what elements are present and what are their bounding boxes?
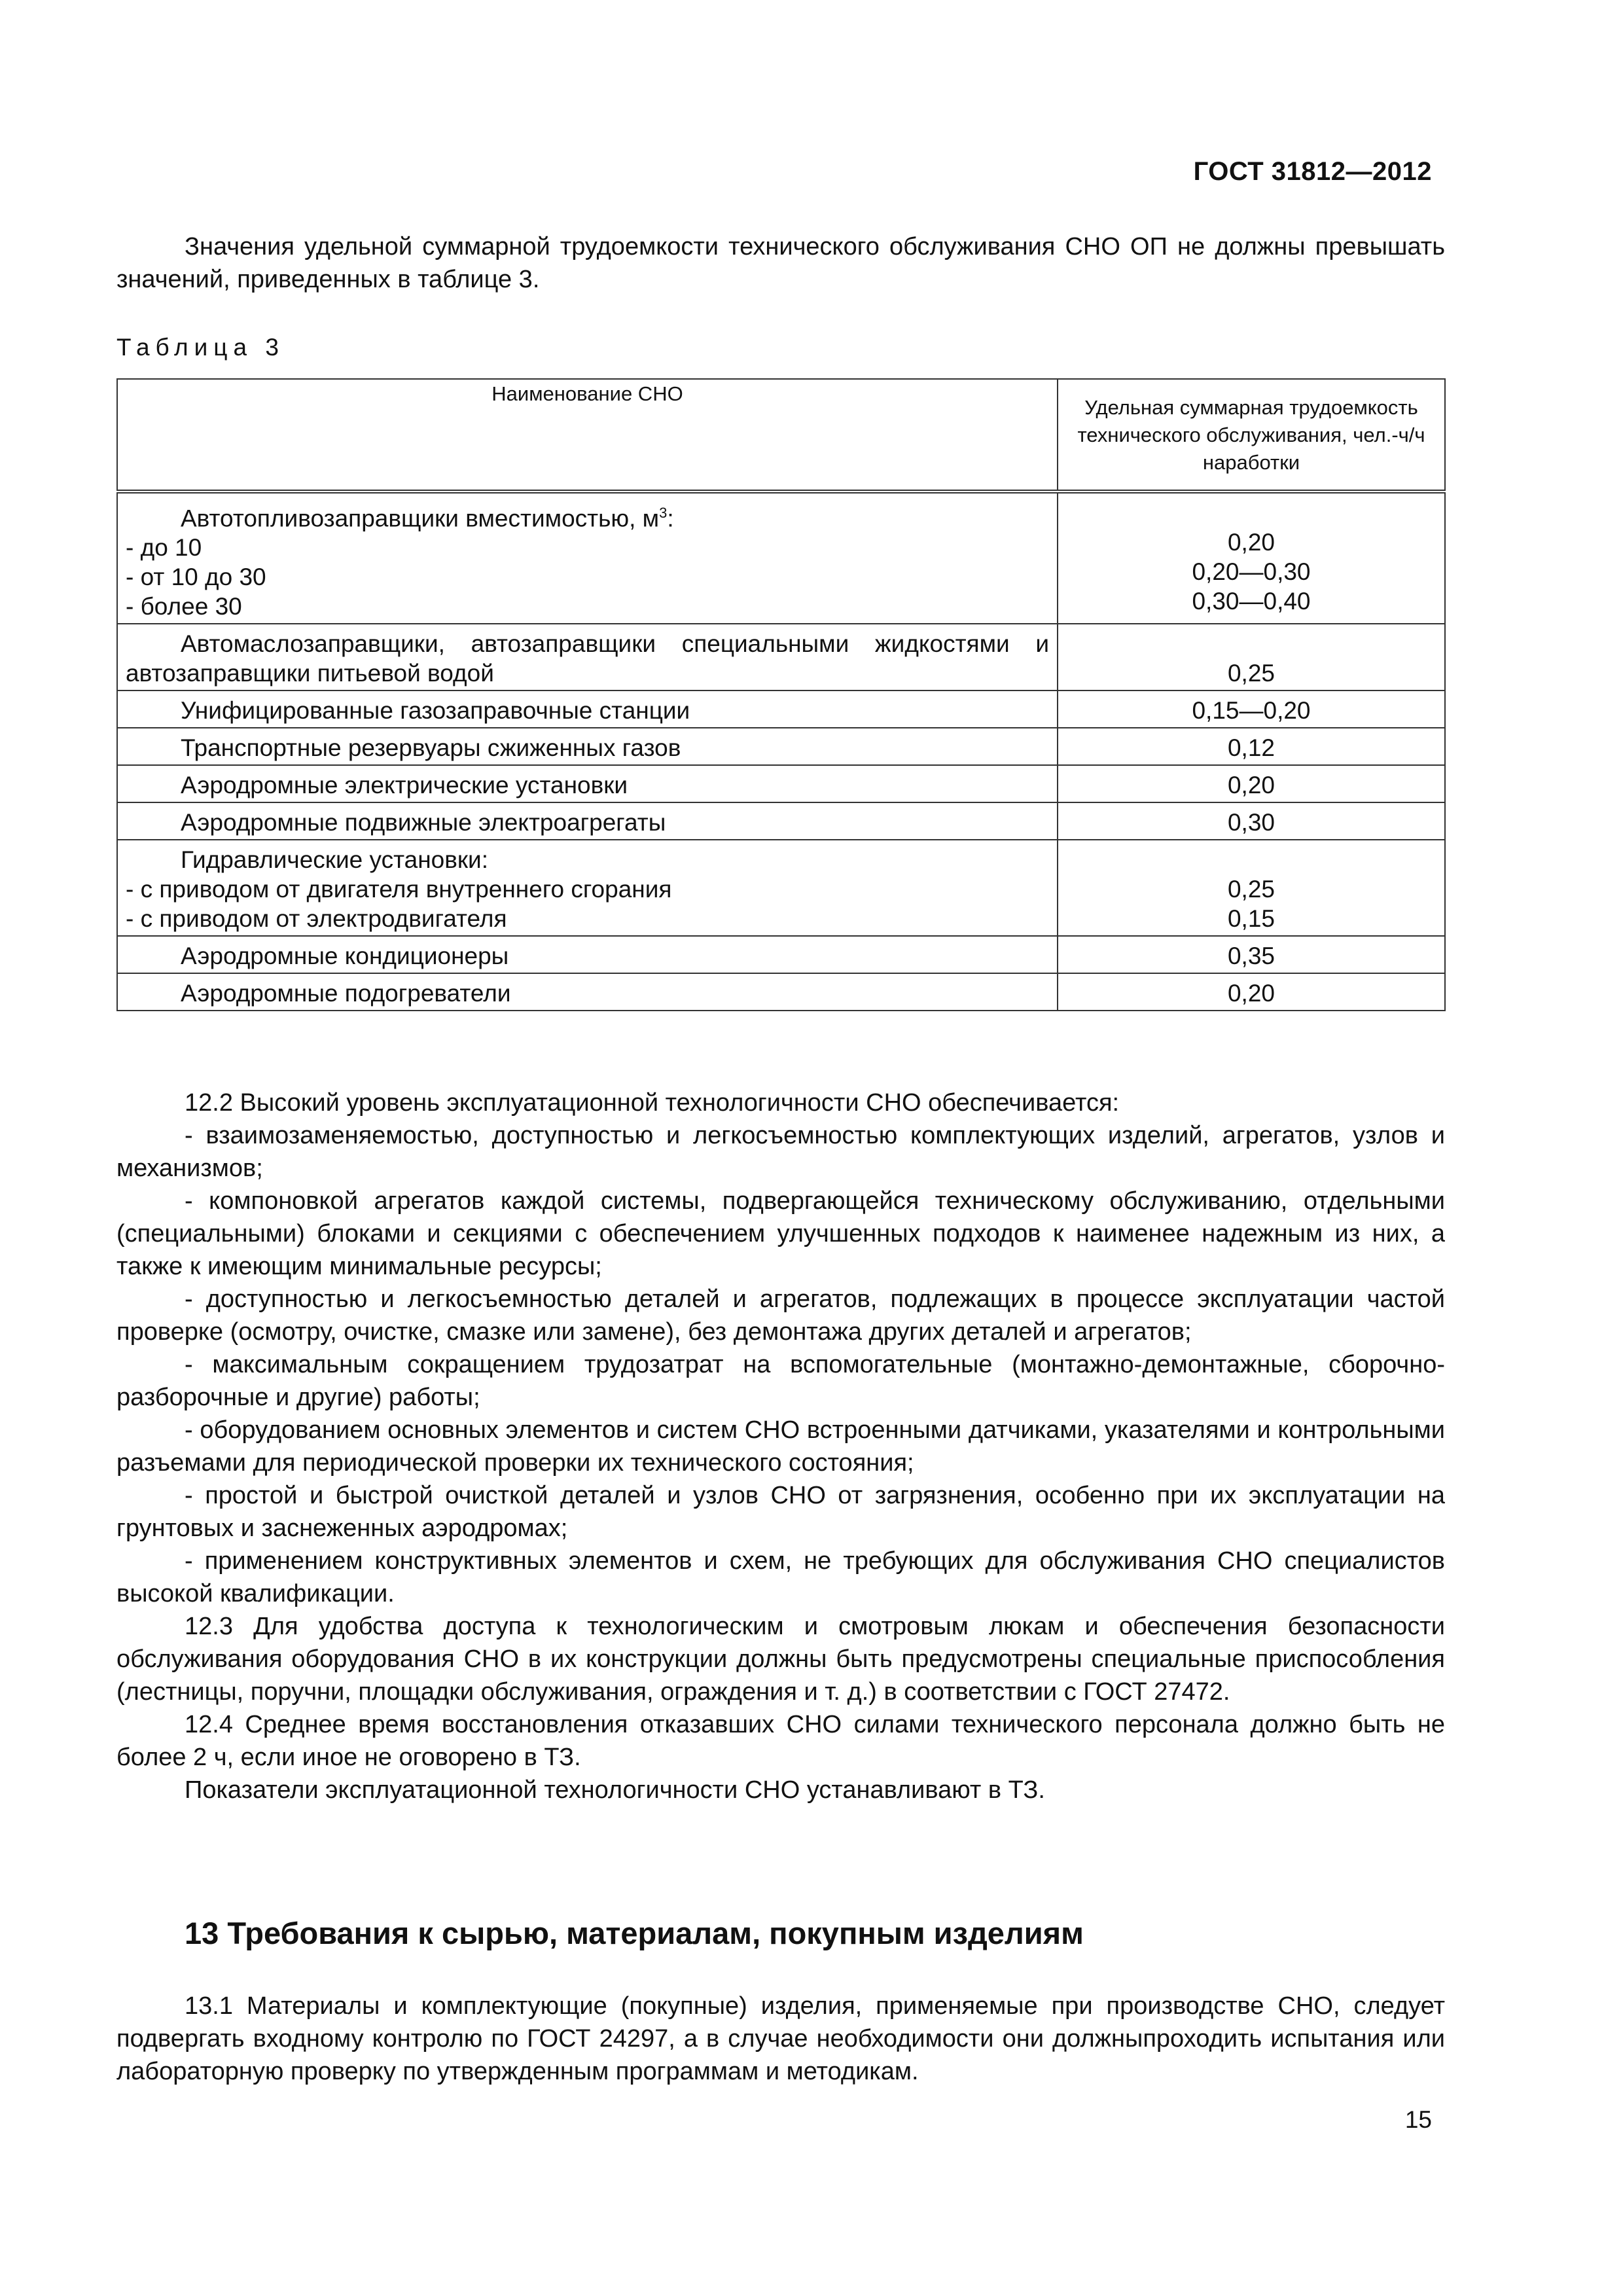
- labor-intensity-table: [116, 378, 1446, 1011]
- row-name: Аэродромные подогреватели: [117, 973, 1058, 1011]
- row-value: 0,30: [1058, 802, 1445, 840]
- table-row: [117, 765, 1445, 802]
- sub-item: - с приводом от электродвигателя: [126, 905, 507, 933]
- paragraph-12-4: 12.4 Среднее время восстановления отказавших СНО силами технического персонала должно быть не более 2 ч, если иное не оговорено в ТЗ.: [116, 1711, 1445, 1771]
- table-row: [117, 840, 1445, 936]
- table-row: [117, 936, 1445, 973]
- list-item: - доступностью и легкосъемностью деталей и агрегатов, подлежащих в процессе эксплуатации частой проверке (осмотру, очистке, смазке или замене), без демонтажа других деталей и агрегатов;: [116, 1285, 1445, 1346]
- list-item: - максимальным сокращением трудозатрат на вспомогательные (монтажно-демонтажные, сборочно-разборочные и другие) работы;: [116, 1351, 1445, 1411]
- table-row: [117, 973, 1445, 1011]
- table-row: [117, 492, 1445, 624]
- column-header-name: Наименование СНО: [117, 379, 1058, 492]
- paragraph-12-indicators: Показатели эксплуатационной технологичности СНО устанавливают в ТЗ.: [185, 1776, 1045, 1804]
- row-name: Гидравлические установки: - с приводом от двигателя внутреннего сгорания - с приводом от электродвигателя: [117, 840, 1058, 936]
- list-item: - оборудованием основных элементов и систем СНО встроенными датчиками, указателями и контрольными разъемами для периодической проверки их технического состояния;: [116, 1416, 1445, 1477]
- paragraph-12-2: 12.2 Высокий уровень эксплуатационной технологичности СНО обеспечивается:: [185, 1089, 1120, 1117]
- table-row: [117, 691, 1445, 728]
- sub-item: - от 10 до 30: [126, 564, 266, 591]
- table-row: [117, 624, 1445, 691]
- page-number: 15: [1404, 2106, 1432, 2133]
- row-value: 0,20: [1058, 973, 1445, 1011]
- list-item: - взаимозаменяемостью, доступностью и легкосъемностью комплектующих изделий, агрегатов, узлов и механизмов;: [116, 1122, 1445, 1182]
- row-name: Аэродромные электрические установки: [117, 765, 1058, 802]
- row-value: 0,12: [1058, 728, 1445, 765]
- paragraph-12-3: 12.3 Для удобства доступа к технологическим и смотровым люкам и обеспечения безопасности обслуживания оборудования СНО в их конструкции должны быть предусмотрены специальные приспособления (лестницы, поручни, площадки обслуживания, ограждения и т. д.) в соответствии с ГОСТ 27472.: [116, 1613, 1445, 1706]
- document-code: ГОСТ 31812—2012: [1193, 157, 1432, 186]
- table-caption: Таблица 3: [116, 334, 285, 361]
- section-13-heading: 13 Требования к сырью, материалам, покупным изделиям: [185, 1916, 1084, 1950]
- list-item: - простой и быстрой очисткой деталей и узлов СНО от загрязнения, особенно при их эксплуатации на грунтовых и заснеженных аэродромах;: [116, 1482, 1445, 1542]
- paragraph-13-1: 13.1 Материалы и комплектующие (покупные) изделия, применяемые при производстве СНО, следует подвергать входному контролю по ГОСТ 24297, а в случае необходимости они должныпроходить испытания или лабораторную проверку по утвержденным программам и методикам.: [116, 1992, 1445, 2085]
- row-name: Аэродромные кондиционеры: [117, 936, 1058, 973]
- row-name: Унифицированные газозаправочные станции: [117, 691, 1058, 728]
- row-name: Автомаслозаправщики, автозаправщики специальными жидкостями и автозаправщики питьевой водой: [117, 624, 1058, 691]
- sub-item: - с приводом от двигателя внутреннего сгорания: [126, 876, 672, 903]
- table-row: [117, 802, 1445, 840]
- row-value: 0,15—0,20: [1058, 691, 1445, 728]
- intro-paragraph: Значения удельной суммарной трудоемкости технического обслуживания СНО ОП не должны превышать значений, приведенных в таблице 3.: [116, 233, 1445, 293]
- section-13-body: [116, 1990, 1445, 2088]
- row-name: Транспортные резервуары сжиженных газов: [117, 728, 1058, 765]
- list-item: - компоновкой агрегатов каждой системы, подвергающейся техническому обслуживанию, отдельными (специальными) блоками и секциями с обеспечением улучшенных подходов к наименее надежным из них, а также к имеющим минимальные ресурсы;: [116, 1187, 1445, 1280]
- row-value: 0,25 0,15: [1058, 840, 1445, 936]
- sub-item: - более 30: [126, 593, 242, 620]
- list-item: - применением конструктивных элементов и схем, не требующих для обслуживания СНО специалистов высокой квалификации.: [116, 1547, 1445, 1607]
- row-value: 0,20 0,20—0,30 0,30—0,40: [1058, 492, 1445, 624]
- row-value: 0,25: [1058, 624, 1445, 691]
- table-row: [117, 728, 1445, 765]
- column-header-value: Удельная суммарная трудоемкость технического обслуживания, чел.-ч/ч наработки: [1058, 379, 1445, 492]
- row-value: 0,35: [1058, 936, 1445, 973]
- row-name: Автотопливозаправщики вместимостью, $м^3$: - до 10 - от 10 до 30 - более 30: [117, 492, 1058, 624]
- sub-item: - до 10: [126, 534, 202, 562]
- row-value: 0,20: [1058, 765, 1445, 802]
- table-header-row: [117, 379, 1445, 492]
- row-name: Аэродромные подвижные электроагрегаты: [117, 802, 1058, 840]
- section-12-body: [116, 1086, 1445, 1806]
